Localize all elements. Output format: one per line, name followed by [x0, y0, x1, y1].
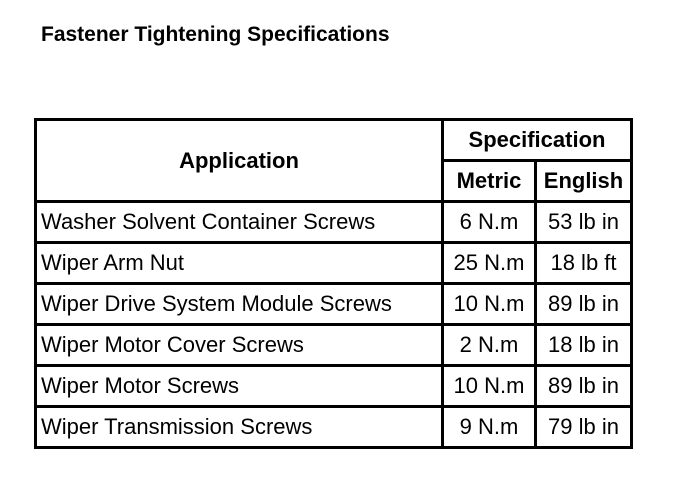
table-body — [36, 202, 632, 448]
english-cell: 18 lb ft — [536, 243, 632, 284]
page-title: Fastener Tightening Specifications — [41, 23, 390, 46]
metric-cell: 10 N.m — [443, 366, 536, 407]
english-cell: 79 lb in — [536, 407, 632, 448]
application-cell: Wiper Transmission Screws — [36, 407, 443, 448]
table-row — [36, 325, 632, 366]
english-header: English — [536, 161, 632, 202]
metric-cell: 10 N.m — [443, 284, 536, 325]
header-row-top — [36, 120, 632, 161]
table-row — [36, 202, 632, 243]
english-cell: 53 lb in — [536, 202, 632, 243]
table-row — [36, 284, 632, 325]
table-header — [36, 120, 632, 202]
fastener-spec-table — [34, 118, 633, 449]
metric-cell: 2 N.m — [443, 325, 536, 366]
specification-header: Specification — [443, 120, 632, 161]
english-cell: 89 lb in — [536, 366, 632, 407]
english-cell: 18 lb in — [536, 325, 632, 366]
application-header: Application — [36, 120, 443, 202]
english-cell: 89 lb in — [536, 284, 632, 325]
application-cell: Wiper Drive System Module Screws — [36, 284, 443, 325]
table-row — [36, 243, 632, 284]
application-cell: Washer Solvent Container Screws — [36, 202, 443, 243]
table-row — [36, 407, 632, 448]
metric-cell: 25 N.m — [443, 243, 536, 284]
table-row — [36, 366, 632, 407]
application-cell: Wiper Arm Nut — [36, 243, 443, 284]
metric-cell: 9 N.m — [443, 407, 536, 448]
application-cell: Wiper Motor Screws — [36, 366, 443, 407]
metric-cell: 6 N.m — [443, 202, 536, 243]
metric-header: Metric — [443, 161, 536, 202]
application-cell: Wiper Motor Cover Screws — [36, 325, 443, 366]
